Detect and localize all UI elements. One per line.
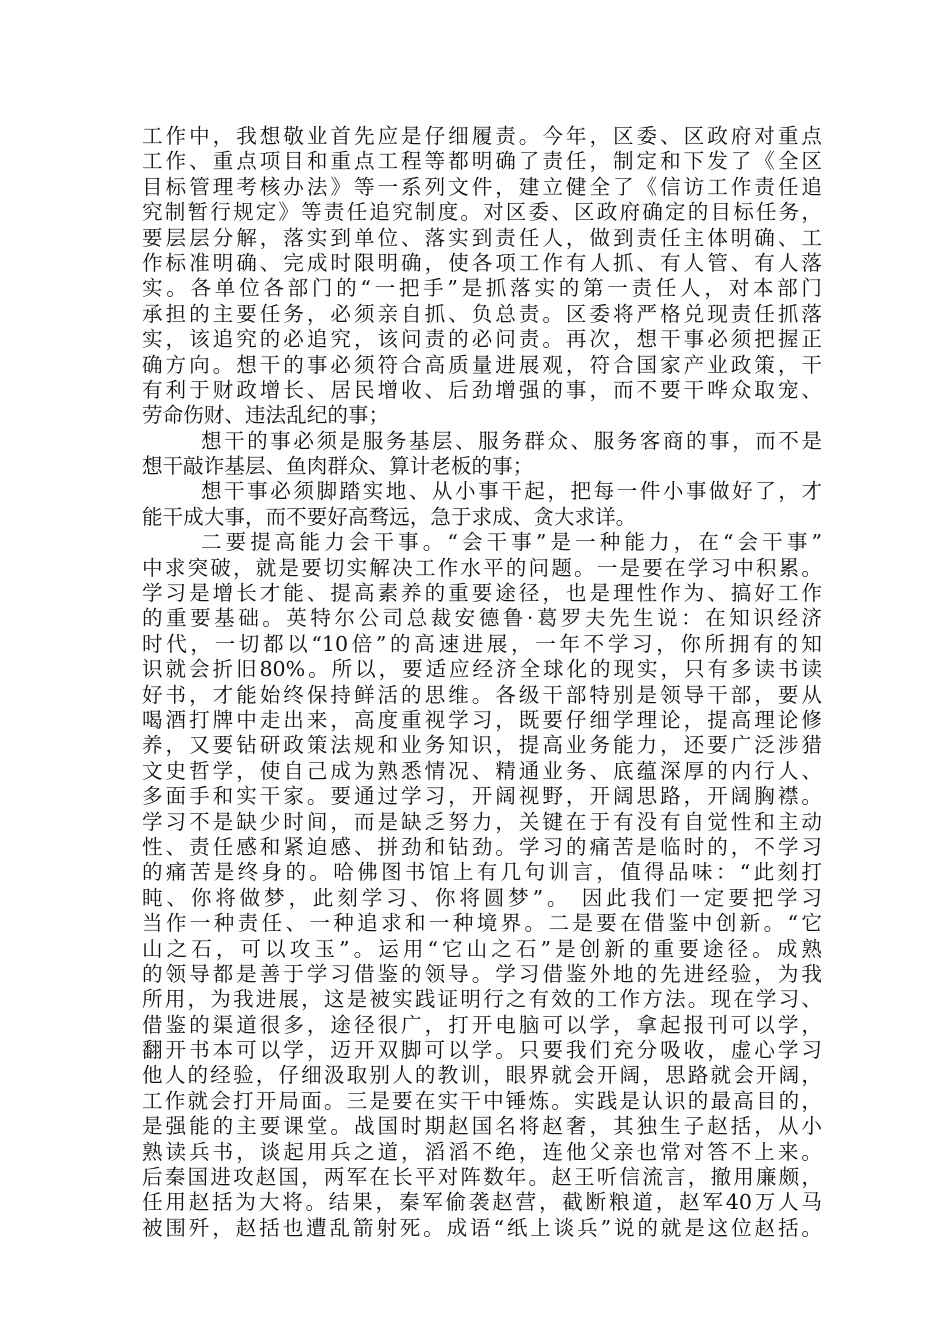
text-line: 学习是增长才能、提高素养的重要途径，也是理性作为、搞好工作	[142, 581, 822, 606]
text-line: 文史哲学，使自己成为熟悉情况、精通业务、底蕴深厚的内行人、	[142, 758, 822, 783]
text-line: 作标准明确、完成时限明确，使各项工作有人抓、有人管、有人落	[142, 250, 822, 275]
text-line: 目标管理考核办法》等一系列文件，建立健全了《信访工作责任追	[142, 174, 822, 199]
text-line: 性、责任感和紧迫感、拼劲和钻劲。学习的痛苦是临时的，不学习	[142, 834, 822, 859]
text-line: 借鉴的渠道很多，途径很广，打开电脑可以学，拿起报刊可以学，	[142, 1012, 822, 1037]
text-line: 喝酒打牌中走出来，高度重视学习，既要仔细学理论，提高理论修	[142, 707, 822, 732]
text-line: 的痛苦是终身的。哈佛图书馆上有几句训言，值得品味：“此刻打	[142, 860, 822, 885]
text-line: 确方向。想干的事必须符合高质量进展观，符合国家产业政策，干	[142, 352, 822, 377]
text-line: 时代，一切都以“10倍”的高速进展，一年不学习，你所拥有的知	[142, 631, 822, 656]
paragraph-first-line: 想干事必须脚踏实地、从小事干起，把每一件小事做好了，才	[201, 479, 822, 504]
text-line: 工作中，我想敬业首先应是仔细履责。今年，区委、区政府对重点	[142, 124, 822, 148]
text-line: 承担的主要任务，必须亲自抓、负总责。区委将严格兑现责任抓落	[142, 301, 822, 326]
text-line: 所用，为我进展，这是被实践证明行之有效的工作方法。现在学习、	[142, 987, 822, 1012]
text-line: 后秦国进攻赵国，两军在长平对阵数年。赵王听信流言，撤用廉颇，	[142, 1165, 822, 1190]
text-line: 工作就会打开局面。三是要在实干中锤炼。实践是认识的最高目的，	[142, 1088, 822, 1113]
text-line: 中求突破，就是要切实解决工作水平的问题。一是要在学习中积累。	[142, 555, 822, 580]
paragraph-first-line: 二要提高能力会干事。“会干事”是一种能力，在“会干事”	[201, 530, 822, 555]
text-line: 当作一种责任、一种追求和一种境界。二是要在借鉴中创新。“它	[142, 911, 822, 936]
text-line: 多面手和实干家。要通过学习，开阔视野，开阔思路，开阔胸襟。	[142, 784, 822, 809]
text-line: 工作、重点项目和重点工程等都明确了责任，制定和下发了《全区	[142, 149, 822, 174]
text-line: 是强能的主要课堂。战国时期赵国名将赵奢，其独生子赵括，从小	[142, 1114, 822, 1139]
text-line: 劳命伤财、违法乱纪的事；	[142, 403, 390, 428]
text-line: 翻开书本可以学，迈开双脚可以学。只要我们充分吸收，虚心学习	[142, 1038, 822, 1063]
text-line: 养，又要钻研政策法规和业务知识，提高业务能力，还要广泛涉猎	[142, 733, 822, 758]
text-line: 识就会折旧80%。所以，要适应经济全球化的现实，只有多读书读	[142, 657, 822, 682]
document-body	[142, 124, 822, 1241]
text-line: 的领导都是善于学习借鉴的领导。学习借鉴外地的先进经验，为我	[142, 961, 822, 986]
text-line: 的重要基础。英特尔公司总裁安德鲁·葛罗夫先生说：在知识经济	[142, 606, 822, 631]
text-line: 学习不是缺少时间，而是缺乏努力，关键在于有没有自觉性和主动	[142, 809, 822, 834]
text-line: 被围歼，赵括也遭乱箭射死。成语“纸上谈兵”说的就是这位赵括。	[142, 1215, 822, 1240]
text-line: 他人的经验，仔细汲取别人的教训，眼界就会开阔，思路就会开阔，	[142, 1063, 822, 1088]
text-line: 熟读兵书，谈起用兵之道，滔滔不绝，连他父亲也常对答不上来。	[142, 1139, 822, 1164]
text-line: 要层层分解，落实到单位、落实到责任人，做到责任主体明确、工	[142, 225, 822, 250]
text-line: 实。各单位各部门的“一把手”是抓落实的第一责任人，对本部门	[142, 276, 822, 301]
text-line: 实，该追究的必追究，该问责的必问责。再次，想干事必须把握正	[142, 327, 822, 352]
text-line: 究制暂行规定》等责任追究制度。对区委、区政府确定的目标任务，	[142, 200, 822, 225]
text-line: 想干敲诈基层、鱼肉群众、算计老板的事；	[142, 454, 534, 479]
text-line: 有利于财政增长、居民增收、后劲增强的事，而不要干哗众取宠、	[142, 377, 822, 402]
text-line: 任用赵括为大将。结果，秦军偷袭赵营，截断粮道，赵军40万人马	[142, 1190, 822, 1215]
paragraph-first-line: 想干的事必须是服务基层、服务群众、服务客商的事，而不是	[201, 428, 822, 453]
text-line: 能干成大事，而不要好高骛远，急于求成、贪大求详。	[142, 504, 637, 529]
text-line: 好书，才能始终保持鲜活的思维。各级干部特别是领导干部，要从	[142, 682, 822, 707]
text-line: 盹、你将做梦，此刻学习、你将圆梦”。 因此我们一定要把学习	[142, 885, 822, 910]
text-line: 山之石，可以攻玉”。运用“它山之石”是创新的重要途径。成熟	[142, 936, 822, 961]
